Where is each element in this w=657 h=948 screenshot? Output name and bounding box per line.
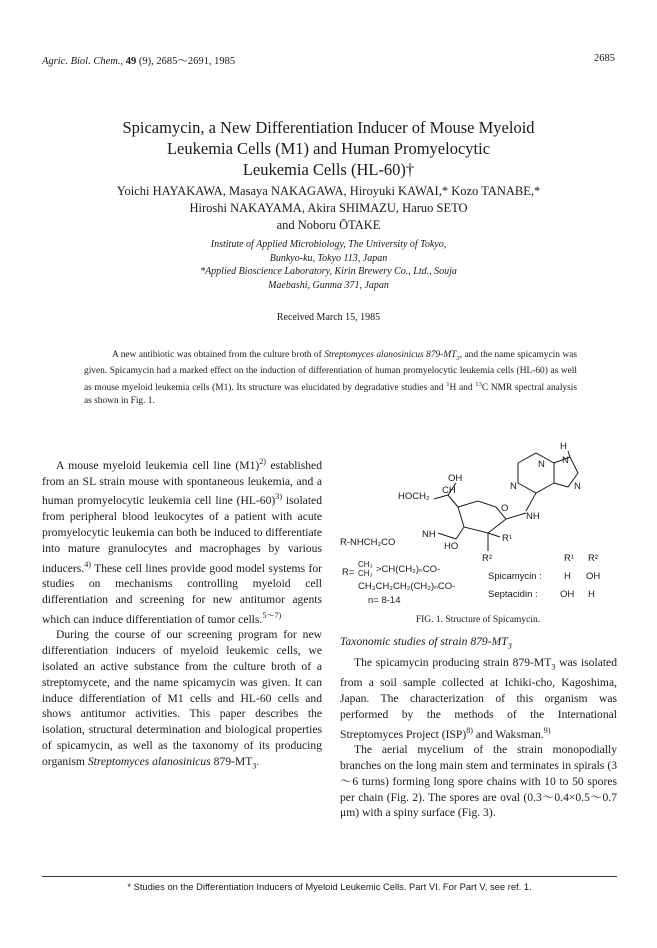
- figure-1: [338, 441, 618, 611]
- intro-p1-text-b: established from an SL strain mouse with spontaneous leukemia, and a human promyelocytic leukemia cell line (HL-60): [42, 458, 322, 508]
- title-line-3: Leukemia Cells (HL-60)†: [242, 160, 415, 179]
- title-line-2: Leukemia Cells (M1) and Human Promyelocytic: [166, 139, 491, 158]
- page-number: 2685: [594, 53, 615, 64]
- n-label: N: [510, 481, 517, 492]
- r-isoalkyl-label: >CH(CH₂)ₙCO-: [376, 564, 441, 575]
- ring-oxygen-label: O: [501, 503, 509, 514]
- ch-label: CH: [442, 485, 456, 496]
- septacidin-r2: H: [588, 589, 595, 600]
- ref-marker: 9): [543, 725, 551, 735]
- r-equals-label: R=: [342, 567, 355, 578]
- authors-line-3: and Noboru ŌTAKE: [276, 218, 381, 232]
- abstract-text-3: H and: [449, 383, 476, 393]
- intro-p2-text-b: 879-MT: [210, 754, 253, 768]
- intro-p1-text-a: A mouse myeloid leukemia cell line (M1): [56, 458, 260, 472]
- intro-p2-species: Streptomyces alanosinicus: [87, 754, 211, 768]
- body-right-column: [340, 634, 617, 821]
- ref-marker: 5～7): [262, 610, 282, 620]
- affiliation-line-1: Institute of Applied Microbiology, The University of Tokyo,: [210, 239, 447, 250]
- spicamycin-structure: [338, 441, 618, 611]
- septacidin-label: Septacidin :: [488, 589, 538, 600]
- n-label: N: [562, 455, 569, 466]
- n-label: N: [538, 459, 545, 470]
- r-ch3-top: CH₃: [358, 560, 373, 569]
- affiliation-line-2: Bunkyo-ku, Tokyo 113, Japan: [269, 252, 388, 264]
- figure-caption: FIG. 1. Structure of Spicamycin.: [415, 615, 541, 625]
- journal-volume: 49: [125, 56, 137, 67]
- journal-name: Agric. Biol. Chem.,: [42, 56, 124, 67]
- spicamycin-r2: OH: [586, 571, 601, 582]
- nh-link-label: NH: [422, 529, 436, 540]
- section-heading-sub: 3: [507, 641, 512, 651]
- table-col-r1: R¹: [564, 553, 575, 564]
- footnote: * Studies on the Differentiation Inducers of Myeloid Leukemic Cells. Part VI. For Part V, see ref. 1.: [127, 881, 532, 892]
- h-label: H: [560, 441, 567, 452]
- ref-marker: 4): [84, 559, 91, 569]
- intro-p2-text-a: During the course of our screening program for new differentiation inducers of myeloid leukemic cells, we isolated an active substance from the culture broth of a streptomycete, and the name spicamycin was given. It can induce differentiation of M1 cells and HL-60 cells and shows antitumor activities. This paper describes the isolation, structural determination and biological properties of spicamycin, as well as the taxonomy of its producing organism: [42, 628, 322, 768]
- affiliation-line-4: Maebashi, Gunma 371, Japan: [268, 279, 389, 291]
- r1-label: R¹: [502, 533, 513, 544]
- hoch2-label: HOCH₂: [398, 491, 430, 502]
- journal-issue-pages: (9), 2685～2691, 1985: [138, 56, 236, 67]
- n-label: N: [574, 481, 581, 492]
- affiliations: [40, 238, 617, 292]
- intro-p1-text-d: These cell lines provide good model systems for studies on mechanisms controlling myeloid cell differentiation and screening for new antitumor agents which can induce differentiation of tumor cells.: [42, 561, 322, 626]
- table-col-r2: R²: [588, 553, 599, 564]
- authors-line-2: Hiroshi NAKAYAMA, Akira SHIMAZU, Haruo SETO: [189, 201, 468, 215]
- paper-title: [40, 117, 617, 180]
- body-left-column: [42, 454, 322, 774]
- r-ch3-bottom: CH₃: [358, 569, 373, 578]
- ho-label: HO: [444, 541, 459, 552]
- tax-p1-text-b: was isolated from a soil sample collected at Ichiki-cho, Kagoshima, Japan. The characterization of this organism was performed by the methods of the International Streptomyces Project (ISP): [340, 656, 618, 741]
- abstract-text-2: , and the name spicamycin was given. Spicamycin had a marked effect on the induction of differentiation of human promyelocytic leukemia cells (HL-60) as well as mouse myeloid leukemia cells (M1). Its structure was elucidated by degradative studies and: [84, 350, 577, 393]
- abstract-sup-2: 13: [475, 380, 482, 388]
- received-date: Received March 15, 1985: [276, 312, 381, 323]
- oh-label: OH: [448, 473, 463, 484]
- tax-p1-text-a: The spicamycin producing strain 879-MT: [354, 656, 552, 670]
- tax-p1-sub: 3: [551, 662, 556, 672]
- intro-p1-text-c: isolated from peripheral blood leukocytes of a patient with acute promyelocytic leukemia can both be induced to differentiate into mature granulocytes and macrophages by various inducers.: [42, 494, 322, 575]
- ref-marker: 8): [466, 725, 473, 735]
- intro-p2-text-c: .: [256, 754, 260, 768]
- affiliation-line-3: *Applied Bioscience Laboratory, Kirin Brewery Co., Ltd., Souja: [200, 266, 457, 277]
- r-alkyl-label: CH₃CH₂CH₂(CH₂)ₙCO-: [358, 581, 456, 592]
- rnh-label: R-NHCH₂CO: [340, 537, 396, 548]
- abstract-text-4: C NMR spectral analysis as shown in Fig. 1.: [84, 383, 578, 406]
- intro-p2-sub: 3: [252, 761, 257, 771]
- abstract: [84, 349, 577, 408]
- tax-p1-text-c: and Waksman.: [473, 727, 544, 741]
- septacidin-r1: OH: [560, 589, 575, 600]
- abstract-species-sub: 3: [456, 354, 460, 362]
- ref-marker: 3): [275, 492, 283, 502]
- abstract-species: Streptomyces alanosinicus 879-MT: [324, 350, 457, 360]
- nh-label: NH: [526, 511, 540, 522]
- spicamycin-label: Spicamycin :: [488, 571, 542, 582]
- intro-paragraph-2: [42, 627, 322, 773]
- author-list: [40, 183, 617, 234]
- intro-paragraph-1: [42, 454, 322, 627]
- abstract-text-1: A new antibiotic was obtained from the culture broth of: [112, 350, 325, 360]
- ref-marker: 2): [259, 457, 267, 466]
- title-line-1: Spicamycin, a New Differentiation Inducer of Mouse Myeloid: [122, 118, 535, 137]
- spicamycin-r1: H: [564, 571, 571, 582]
- section-heading: [340, 634, 617, 654]
- footnote-divider: [42, 876, 617, 877]
- abstract-sup-1: 1: [446, 380, 450, 388]
- taxonomy-paragraph-2: The aerial mycelium of the strain monopodially branches on the long main stem and terminates in spirals (3～6 turns) forming long spore chains with 10 to 50 spores per chain (Fig. 2). The spores are oval (0.3～0.4×0.5～0.7 μm) with a spiny surface (Fig. 3).: [340, 743, 617, 820]
- authors-line-1: Yoichi HAYAKAWA, Masaya NAKAGAWA, Hiroyuki KAWAI,* Kozo TANABE,*: [116, 184, 541, 198]
- r2-label: R²: [482, 553, 493, 564]
- section-heading-text: Taxonomic studies of strain 879-MT: [340, 635, 508, 648]
- n-range-label: n= 8-14: [368, 595, 401, 606]
- running-header: [42, 53, 235, 68]
- taxonomy-paragraph-1: [340, 655, 617, 742]
